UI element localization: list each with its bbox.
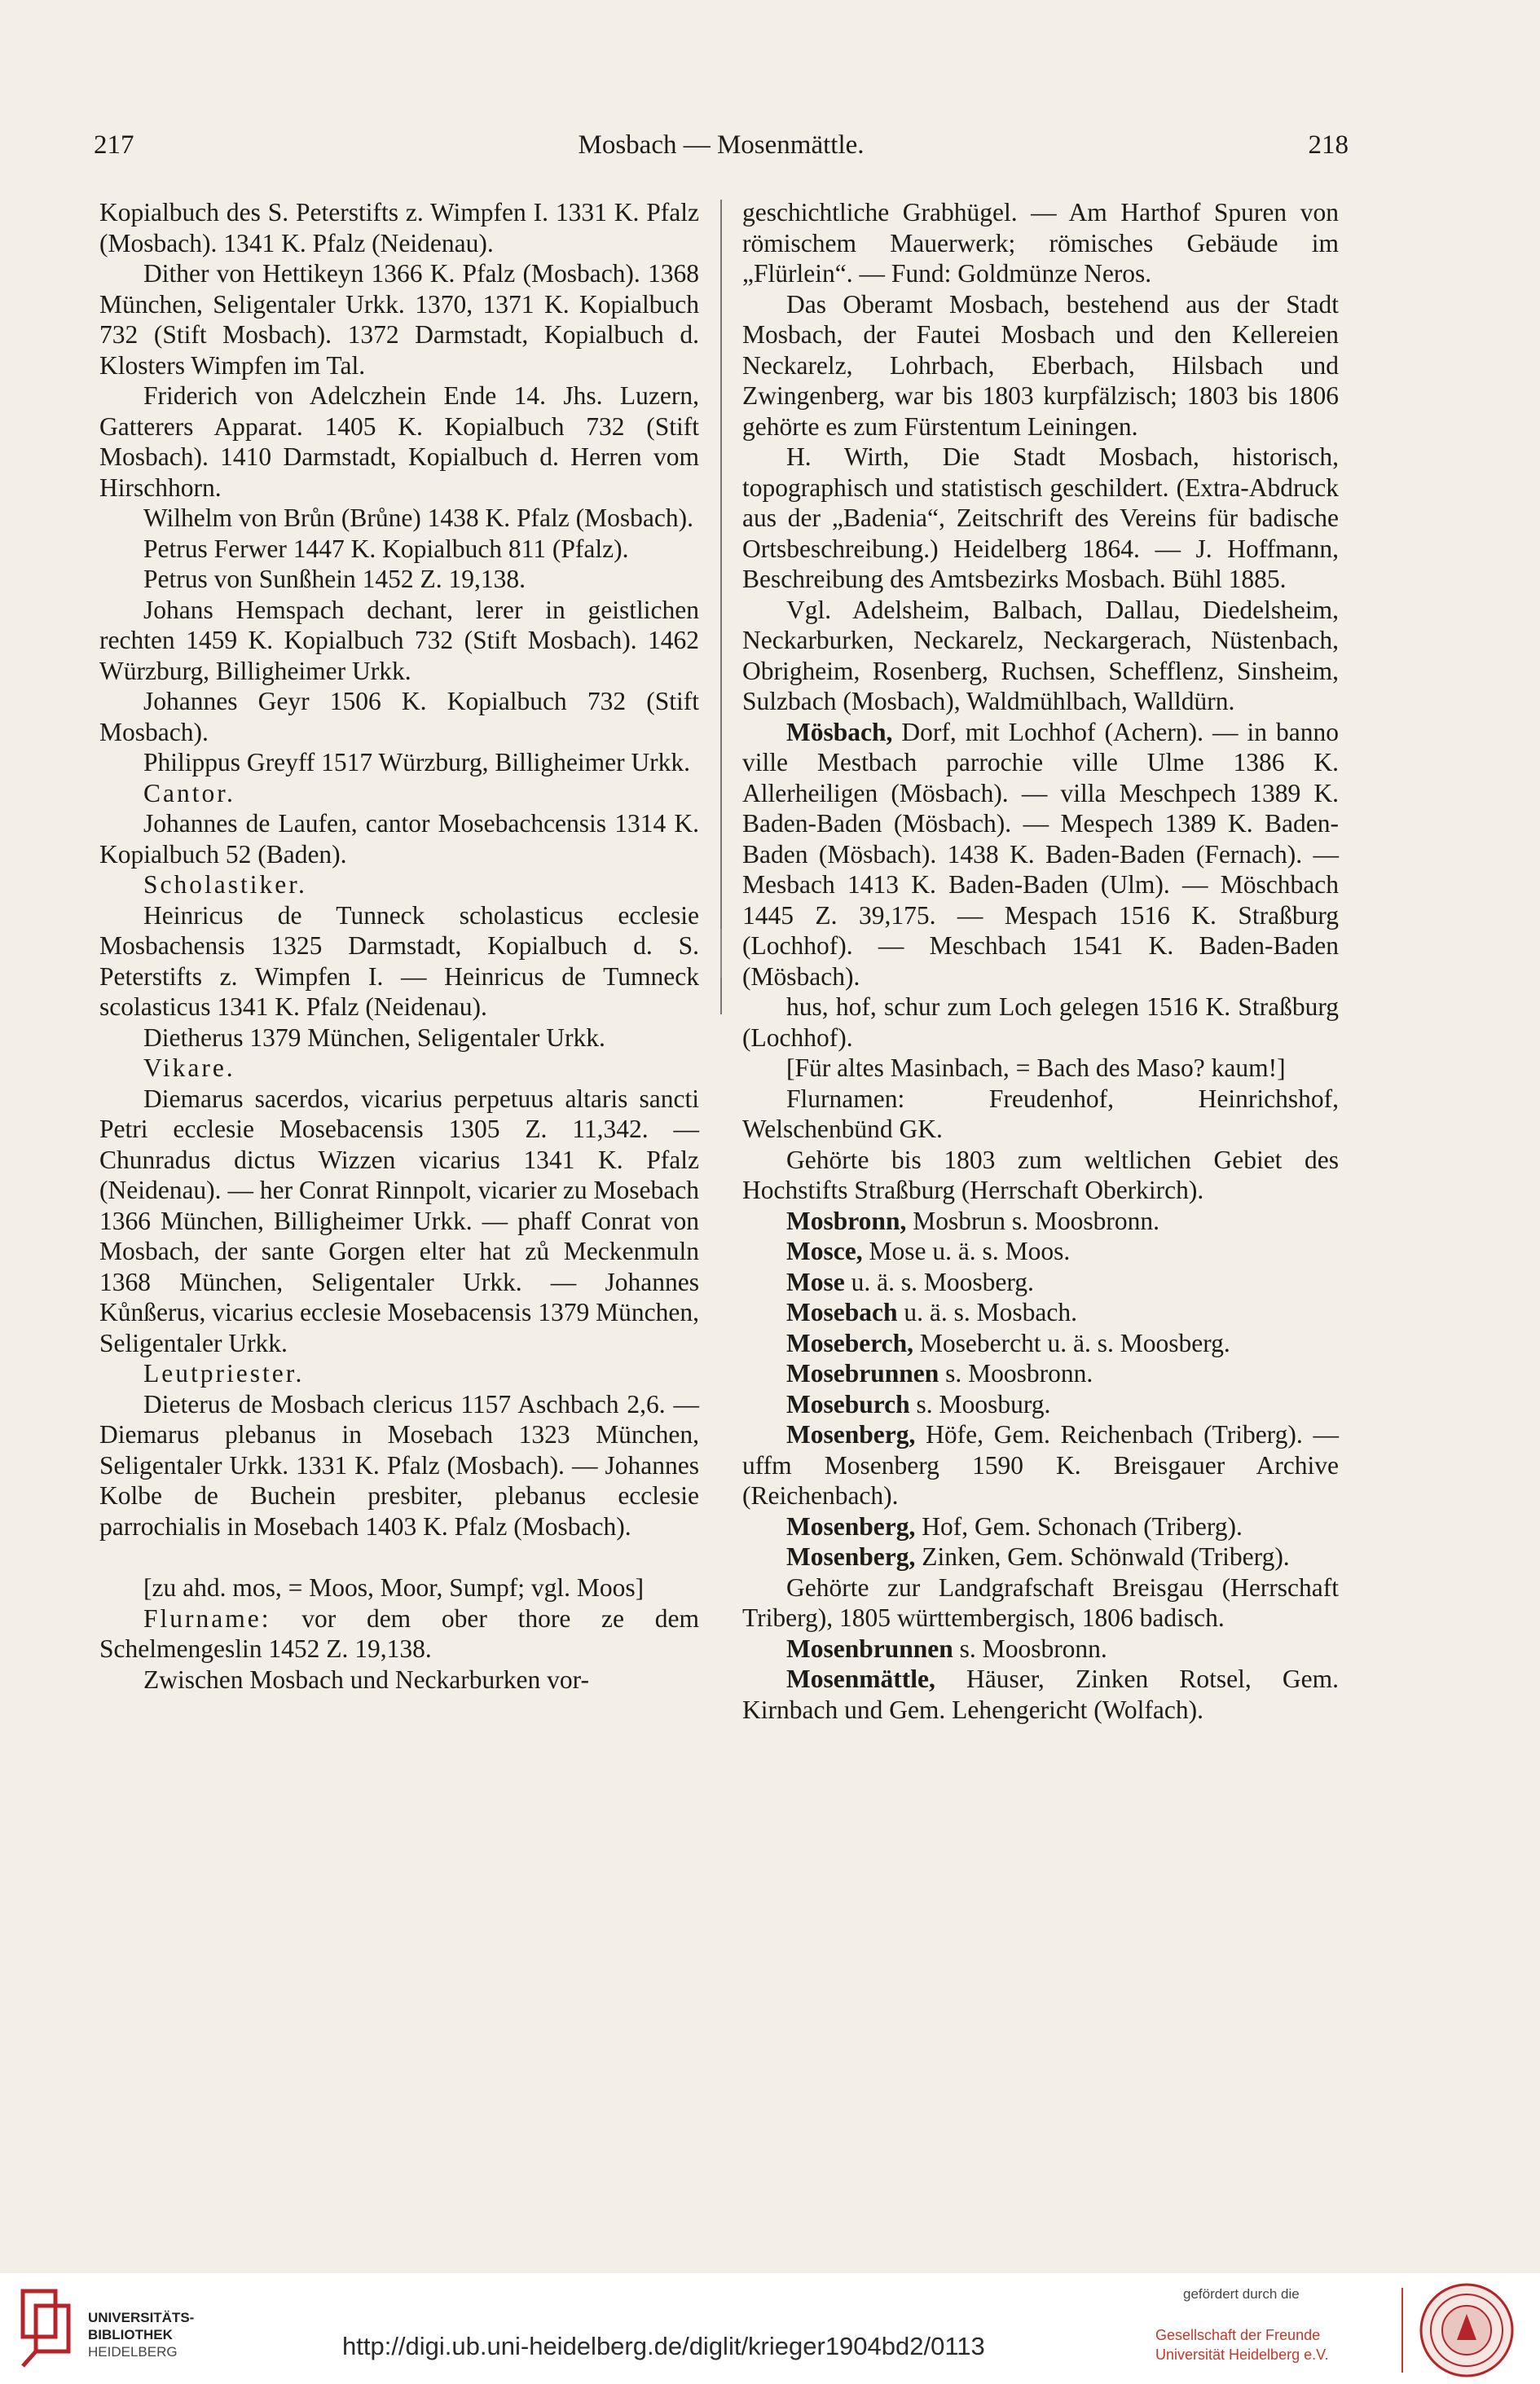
entry: Mosenbrunnen s. Moosbronn.	[786, 1634, 1107, 1663]
entry: Mosenberg, Zinken, Gem. Schönwald (Triberg).	[786, 1542, 1290, 1571]
right-column	[742, 197, 1339, 1725]
viewer-footer	[0, 2273, 1540, 2384]
paragraph: Flurnamen: Freudenhof, Heinrichshof, Welschenbünd GK.	[742, 1084, 1339, 1143]
section-heading-vikare: Vikare.	[143, 1053, 235, 1082]
entry: Mosebrunnen s. Moosbronn.	[786, 1359, 1093, 1388]
paragraph: Zwischen Mosbach und Neckarburken vor-	[143, 1665, 589, 1694]
paragraph: [zu ahd. mos, = Moos, Moor, Sumpf; vgl. Moos]	[143, 1573, 645, 1602]
entry: Moseburch s. Moosburg.	[786, 1389, 1051, 1419]
section-heading-scholastiker: Scholastiker.	[143, 870, 307, 899]
entry: Mosenberg, Hof, Gem. Schonach (Triberg).	[786, 1511, 1243, 1541]
running-head	[94, 130, 1349, 163]
paragraph: Petrus Ferwer 1447 K. Kopialbuch 811 (Pfalz).	[143, 534, 629, 563]
page-title: Mosbach — Mosenmättle.	[578, 130, 865, 160]
paragraph: Philippus Greyff 1517 Würzburg, Billigheimer Urkk.	[143, 748, 691, 776]
entry-moesbach: Mösbach, Dorf, mit Lochhof (Achern). — in banno ville Mestbach parrochie ville Ulme 1386 K. Allerheiligen (Mösbach). — villa Meschpech 1389 K. Baden-Baden (Mösbach). — Mespech 1389 K. Baden-Baden (Mösbach). 1438 K. Baden-Baden (Fernach). — Mesbach 1413 K. Baden-Baden (Ulm). — Möschbach 1445 Z. 39,175. — Mespach 1516 K. Straßburg (Lochhof). — Meschbach 1541 K. Baden-Baden (Mösbach).	[742, 717, 1339, 991]
entry: Mosbronn, Mosbrun s. Moosbronn.	[786, 1206, 1159, 1235]
section-heading-leutpriester: Leutpriester.	[143, 1359, 305, 1388]
column-divider-lower	[720, 929, 722, 978]
library-name[interactable]: UNIVERSITÄTS- BIBLIOTHEK HEIDELBERG	[88, 2310, 195, 2360]
sponsor-divider	[1401, 2288, 1403, 2373]
entry: Mose u. ä. s. Moosberg.	[786, 1267, 1034, 1296]
paragraph: Heinricus de Tunneck scholasticus ecclesie Mosbachensis 1325 Darmstadt, Kopialbuch d. S. Peterstifts z. Wimpfen I. — Heinricus de Tumneck scolasticus 1341 K. Pfalz (Neidenau).	[99, 900, 699, 1021]
university-seal-icon[interactable]	[1418, 2281, 1516, 2379]
entry: Mosce, Mose u. ä. s. Moos.	[786, 1237, 1071, 1265]
entry: Moseberch, Mosebercht u. ä. s. Moosberg.	[786, 1328, 1230, 1357]
library-logo-icon[interactable]	[15, 2285, 80, 2373]
paragraph: H. Wirth, Die Stadt Mosbach, historisch, topographisch und statistisch geschildert. (Extra-Abdruck aus der „Badenia“, Zeitschrift des Vereins für badische Ortsbeschreibung.) Heidelberg 1864. — J. Hoffmann, Beschreibung des Amtsbezirks Mosbach. Bühl 1885.	[742, 442, 1339, 593]
paragraph: Dither von Hettikeyn 1366 K. Pfalz (Mosbach). 1368 München, Seligentaler Urkk. 1370, 1371 K. Kopialbuch 732 (Stift Mosbach). 1372 Darmstadt, Kopialbuch d. Klosters Wimpfen im Tal.	[99, 259, 699, 380]
paragraph: Friderich von Adelczhein Ende 14. Jhs. Luzern, Gatterers Apparat. 1405 K. Kopialbuch 732 (Stift Mosbach). 1410 Darmstadt, Kopialbuch d. Herren vom Hirschhorn.	[99, 381, 699, 502]
entry: Mosenmättle, Häuser, Zinken Rotsel, Gem. Kirnbach und Gem. Lehengericht (Wolfach).	[742, 1665, 1339, 1724]
paragraph: Das Oberamt Mosbach, bestehend aus der Stadt Mosbach, der Fautei Mosbach und den Kellereien Neckarelz, Lohrbach, Eberbach, Hilsbach und Zwingenberg, war bis 1803 kurpfälzisch; 1803 bis 1806 gehörte es zum Fürstentum Leiningen.	[742, 289, 1339, 441]
page-number-right: 218	[1308, 130, 1349, 160]
sponsor-name[interactable]: Gesellschaft der Freunde Universität Heidelberg e.V.	[1155, 2327, 1329, 2363]
paragraph: Dieterus de Mosbach clericus 1157 Aschbach 2,6. — Diemarus plebanus in Mosebach 1323 München, Seligentaler Urkk. 1331 K. Pfalz (Mosbach). — Johannes Kolbe de Buchein presbiter, plebanus ecclesie parrochialis in Mosebach 1403 K. Pfalz (Mosbach).	[99, 1389, 699, 1541]
left-column	[99, 197, 699, 1695]
paragraph: Wilhelm von Brůn (Brůne) 1438 K. Pfalz (Mosbach).	[143, 504, 693, 532]
paragraph: Dietherus 1379 München, Seligentaler Urkk.	[143, 1023, 605, 1052]
paragraph: geschichtliche Grabhügel. — Am Harthof Spuren von römischem Mauerwerk; römisches Gebäude im „Flürlein“. — Fund: Goldmünze Neros.	[742, 198, 1339, 288]
paragraph: Kopialbuch des S. Peterstifts z. Wimpfen I. 1331 K. Pfalz (Mosbach). 1341 K. Pfalz (Neidenau).	[99, 198, 699, 257]
paragraph: [Für altes Masinbach, = Bach des Maso? kaum!]	[786, 1053, 1286, 1082]
paragraph: Johannes de Laufen, cantor Mosebachcensis 1314 K. Kopialbuch 52 (Baden).	[99, 809, 699, 869]
page-number-left: 217	[94, 130, 134, 160]
column-divider	[720, 200, 722, 1014]
paragraph: Johans Hemspach dechant, lerer in geistlichen rechten 1459 K. Kopialbuch 732 (Stift Mosbach). 1462 Würzburg, Billigheimer Urkk.	[99, 595, 699, 685]
paragraph: Vgl. Adelsheim, Balbach, Dallau, Diedelsheim, Neckarburken, Neckarelz, Neckargerach, Nüstenbach, Obrigheim, Rosenberg, Ruchsen, Schefflenz, Sinsheim, Sulzbach (Mosbach), Waldmühlbach, Walldürn.	[742, 595, 1339, 715]
section-heading-cantor: Cantor.	[143, 778, 235, 807]
document-url-link[interactable]: http://digi.ub.uni-heidelberg.de/diglit/krieger1904bd2/0113	[342, 2332, 985, 2360]
paragraph: Petrus von Sunßhein 1452 Z. 19,138.	[143, 565, 526, 593]
paragraph-flurname: Flurname: vor dem ober thore ze dem Schelmengeslin 1452 Z. 19,138.	[99, 1603, 699, 1663]
entry: Mosenberg, Höfe, Gem. Reichenbach (Triberg). — uffm Mosenberg 1590 K. Breisgauer Archive (Reichenbach).	[742, 1420, 1339, 1510]
paragraph: Gehörte zur Landgrafschaft Breisgau (Herrschaft Triberg), 1805 württembergisch, 1806 badisch.	[742, 1572, 1339, 1632]
paragraph: Johannes Geyr 1506 K. Kopialbuch 732 (Stift Mosbach).	[99, 687, 699, 746]
sponsor-label: gefördert durch die	[1183, 2286, 1300, 2302]
paragraph: Gehörte bis 1803 zum weltlichen Gebiet des Hochstifts Straßburg (Herrschaft Oberkirch).	[742, 1145, 1339, 1204]
paragraph: Diemarus sacerdos, vicarius perpetuus altaris sancti Petri ecclesie Mosebacensis 1305 Z. 11,342. — Chunradus dictus Wizzen vicarius 1341 K. Pfalz (Neidenau). — her Conrat Rinnpolt, vicarier zu Mosebach 1366 München, Billigheimer Urkk. — phaff Conrat von Mosbach, der sante Gorgen elter hat zů Meckenmuln 1368 München, Seligentaler Urkk. — Johannes Kůnßerus, vicarius ecclesie Mosebacensis 1379 München, Seligentaler Urkk.	[99, 1084, 699, 1357]
paragraph: hus, hof, schur zum Loch gelegen 1516 K. Straßburg (Lochhof).	[742, 992, 1339, 1052]
entry: Mosebach u. ä. s. Mosbach.	[786, 1298, 1077, 1326]
